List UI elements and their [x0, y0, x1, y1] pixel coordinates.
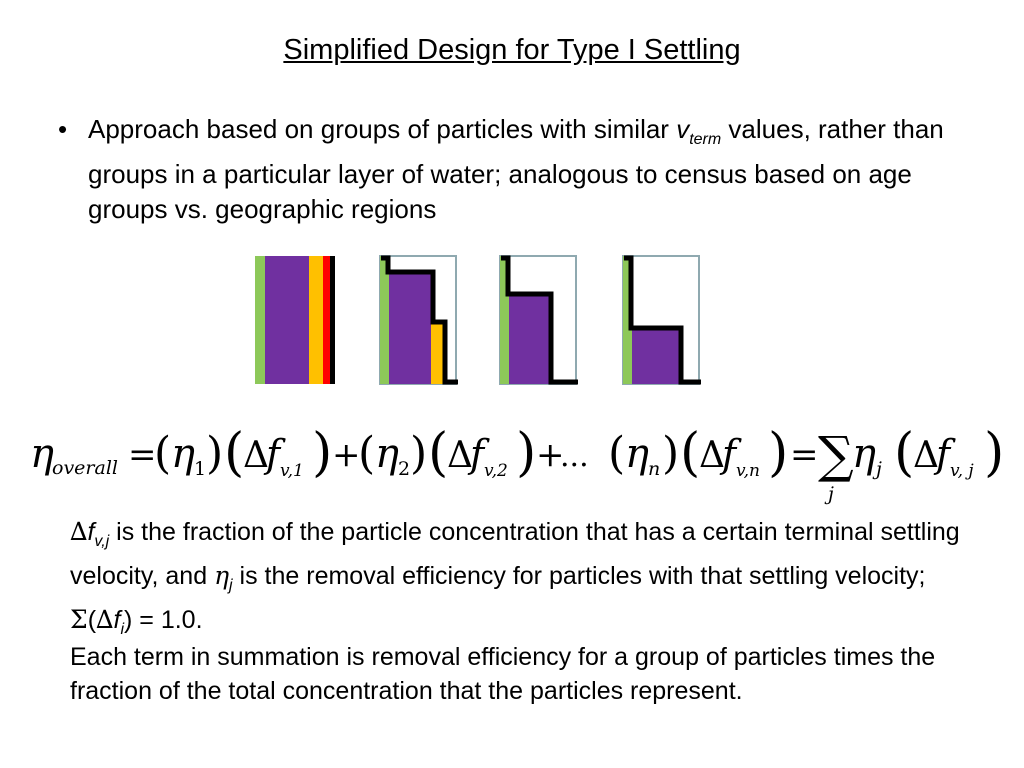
column-1 [255, 256, 335, 384]
column-2-purple-region [389, 272, 433, 384]
paren-close-1b: ) [312, 423, 333, 483]
column-1-purple-band [265, 256, 309, 384]
f-symbol: f [87, 518, 95, 546]
f-subscript: v,j [94, 533, 110, 550]
term-1-f-subscript: v,1 [280, 461, 304, 481]
column-2 [380, 256, 458, 384]
sum-f-subscript: v, j [950, 461, 974, 481]
overall-efficiency-equation [28, 420, 1008, 510]
term-1-f: f [266, 432, 281, 476]
column-1-edge [330, 256, 335, 384]
delta-symbol: ∆ [70, 517, 88, 546]
paren-open-sum: ( [894, 423, 915, 483]
f-inline-subscript: i [120, 621, 124, 638]
eta-overall-subscript: overall [52, 457, 118, 479]
column-1-orange-band [309, 256, 323, 384]
paren-close-sum: ) [984, 423, 1005, 483]
term-n-eta: η [625, 431, 649, 477]
term-1-eta-subscript: 1 [194, 458, 207, 480]
paren-open-na: ( [608, 428, 626, 479]
term-2-delta: Δ [447, 435, 473, 476]
term-n-f: f [722, 432, 737, 476]
column-2-green-band [380, 256, 389, 384]
slide-title: Simplified Design for Type I Settling [283, 34, 741, 66]
summation-explanation: Each term in summation is removal efficiency for a group of particles times the fraction of the total concentration that the particles represent. [70, 643, 936, 705]
term-n-f-subscript: v,n [736, 461, 760, 481]
column-1-red-band [323, 256, 330, 384]
paren-close-2b: ) [516, 423, 537, 483]
bullet-text-before: Approach based on groups of particles with similar [88, 114, 677, 144]
ellipsis: ... [560, 439, 589, 474]
column-4-purple-region [632, 328, 679, 384]
paren-open-1a: ( [154, 428, 172, 479]
column-4 [623, 256, 701, 384]
bullet-text-after: values, rather than groups in a particular layer of water; analogous to census based on age groups vs. geographic regions [88, 114, 944, 224]
term-1-delta: Δ [243, 435, 269, 476]
paren-open-2a: ( [358, 428, 376, 479]
sigma-subscript: j [828, 483, 834, 505]
paren-open-1b: ( [224, 423, 245, 483]
sigma-symbol: ∑ [818, 426, 854, 484]
paren-close-2a: ) [410, 428, 428, 479]
equals-sign-2: = [790, 435, 819, 475]
equals-sign-1: = [128, 435, 157, 475]
eta-inline-subscript: j [229, 577, 233, 594]
term-2-eta-subscript: 2 [398, 458, 411, 480]
sum-eta-subscript: j [876, 458, 882, 480]
bullet-marker: • [58, 114, 68, 144]
definition-paragraph [70, 515, 970, 647]
eta-symbol-inline: η [214, 561, 230, 590]
v-term-symbol: v [676, 114, 690, 144]
f-inline: f [113, 606, 121, 634]
bullet-text [58, 112, 988, 227]
definition-text-2: is the removal efficiency for particles with that settling velocity; [232, 562, 926, 590]
settling-column-diagram [250, 250, 710, 390]
bullet-point [58, 112, 988, 227]
term-n-eta-subscript: n [648, 458, 661, 480]
sigma-inline: Σ [70, 605, 88, 634]
paren-close-1a: ) [206, 428, 224, 479]
delta-inline: ∆ [96, 605, 114, 634]
term-2-eta: η [375, 431, 399, 477]
eta-symbol: η [30, 431, 54, 477]
paren-open-2b: ( [428, 423, 449, 483]
term-n-delta: Δ [699, 435, 725, 476]
plus-sign-1: + [332, 435, 361, 475]
paren-close-na: ) [662, 428, 680, 479]
term-2-f-subscript: v,2 [484, 461, 508, 481]
open-paren-inline: ( [87, 606, 97, 634]
sum-f: f [936, 432, 951, 476]
paren-close-nb: ) [768, 423, 789, 483]
plus-sign-2: + [536, 435, 565, 475]
sum-delta: Δ [913, 435, 939, 476]
term-1-eta: η [171, 431, 195, 477]
column-3-purple-region [509, 294, 549, 384]
column-3 [500, 256, 578, 384]
column-1-green-band [255, 256, 265, 384]
definition-text-1: is the fraction of the particle concentration that has a certain terminal settling velocity, and [70, 518, 960, 590]
paren-open-nb: ( [680, 423, 701, 483]
sum-eta: η [852, 431, 876, 477]
definition-text-3: ) = 1.0. [124, 606, 203, 634]
term-2-f: f [470, 432, 485, 476]
v-term-subscript: term [689, 131, 722, 148]
